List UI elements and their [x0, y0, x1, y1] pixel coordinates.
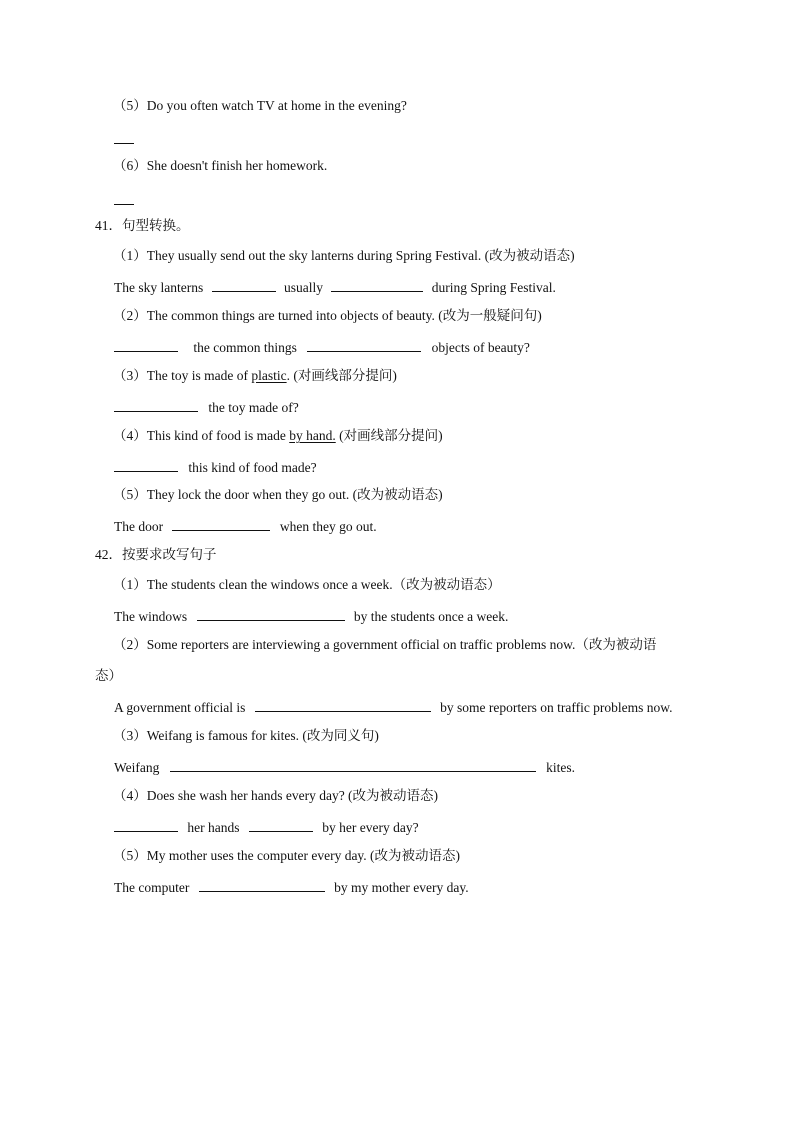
answer-blank[interactable]	[331, 277, 423, 292]
answer-text: by her every day?	[322, 820, 419, 835]
q41-item2-prompt: （2）The common things are turned into objects of beauty. (改为一般疑问句)	[113, 308, 542, 323]
prev-question-6: （6）She doesn't finish her homework.	[113, 158, 328, 173]
answer-text: A government official is	[114, 700, 246, 715]
answer-blank[interactable]	[114, 817, 178, 832]
q42-item2-answer	[114, 697, 673, 717]
answer-blank[interactable]	[170, 757, 536, 772]
answer-text: by my mother every day.	[334, 880, 469, 895]
answer-blank[interactable]	[249, 817, 313, 832]
q42-item4-prompt: （4）Does she wash her hands every day? (改为被动语态)	[113, 788, 439, 803]
answer-text: her hands	[187, 820, 240, 835]
answer-blank[interactable]	[172, 516, 270, 531]
answer-text: by some reporters on traffic problems now.	[440, 700, 673, 715]
answer-blank[interactable]	[114, 337, 178, 352]
answer-blank[interactable]	[114, 457, 178, 472]
prompt-text: （3）The toy is made of	[113, 368, 252, 383]
prev-question-5: （5）Do you often watch TV at home in the evening?	[113, 98, 407, 113]
answer-text: The sky lanterns	[114, 280, 204, 295]
answer-text: The computer	[114, 880, 190, 895]
q42-item2-prompt-cont: 态）	[95, 668, 122, 683]
answer-blank[interactable]	[114, 142, 134, 144]
answer-text: The door	[114, 519, 164, 534]
q41-item5-answer	[114, 516, 377, 536]
underlined-target: plastic	[251, 368, 287, 383]
answer-blank[interactable]	[212, 277, 276, 292]
q42-item1-answer	[114, 606, 508, 626]
q41-item4-answer	[114, 457, 317, 477]
q41-item1-prompt: （1）They usually send out the sky lanterns during Spring Festival. (改为被动语态)	[113, 248, 575, 263]
q42-item3-answer	[114, 757, 575, 777]
answer-text: the toy made of?	[208, 400, 299, 415]
q41-item3-prompt	[113, 367, 397, 385]
q42-item5-answer	[114, 877, 469, 897]
q42-item3-prompt: （3）Weifang is famous for kites. (改为同义句)	[113, 728, 379, 743]
q41-item1-answer	[114, 277, 556, 297]
answer-blank[interactable]	[114, 203, 134, 205]
answer-blank[interactable]	[114, 397, 198, 412]
q42-item1-prompt: （1）The students clean the windows once a week.（改为被动语态）	[113, 577, 501, 592]
answer-text: when they go out.	[279, 519, 377, 534]
underlined-target: by hand.	[289, 428, 336, 443]
answer-text: during Spring Festival.	[431, 280, 556, 295]
answer-text: kites.	[546, 760, 576, 775]
answer-text: by the students once a week.	[353, 609, 509, 624]
question-42-title: 42．按要求改写句子	[95, 547, 217, 562]
answer-text: The windows	[114, 609, 188, 624]
answer-blank[interactable]	[255, 697, 431, 712]
prompt-instruction: . (对画线部分提问)	[286, 368, 397, 383]
q41-item4-prompt	[113, 427, 443, 445]
answer-text: usually	[283, 280, 323, 295]
answer-text: the common things	[193, 340, 297, 355]
answer-text: Weifang	[114, 760, 160, 775]
prompt-text: （4）This kind of food is made	[113, 428, 290, 443]
answer-text: objects of beauty?	[431, 340, 530, 355]
answer-blank[interactable]	[197, 606, 345, 621]
q42-item4-answer	[114, 817, 419, 837]
answer-text: this kind of food made?	[188, 460, 317, 475]
answer-blank[interactable]	[307, 337, 421, 352]
q42-item2-prompt: （2）Some reporters are interviewing a government official on traffic problems now.（改为被动语	[113, 637, 657, 652]
prompt-instruction: (对画线部分提问)	[335, 428, 443, 443]
q42-item5-prompt: （5）My mother uses the computer every day. (改为被动语态)	[113, 848, 461, 863]
answer-blank[interactable]	[199, 877, 325, 892]
q41-item5-prompt: （5）They lock the door when they go out. (改为被动语态)	[113, 487, 443, 502]
question-41-title: 41．句型转换。	[95, 218, 190, 233]
q41-item2-answer	[114, 337, 530, 357]
q41-item3-answer	[114, 397, 299, 417]
